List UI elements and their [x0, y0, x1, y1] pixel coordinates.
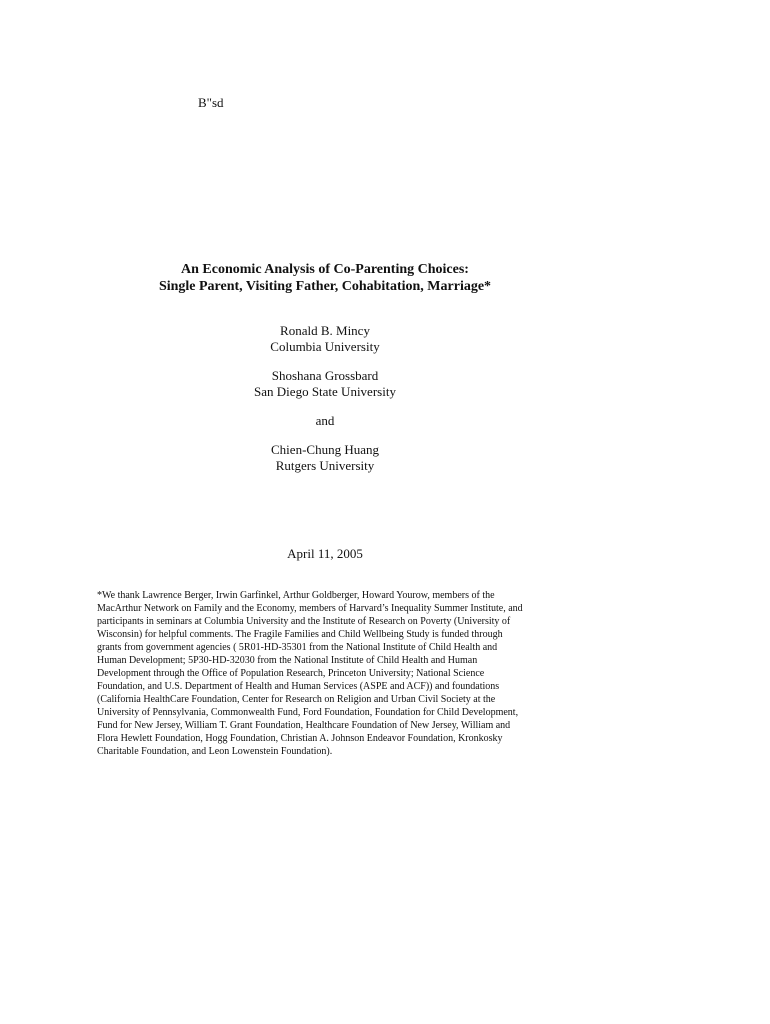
- author-affiliation: San Diego State University: [254, 384, 396, 399]
- footnote-line: (California HealthCare Foundation, Center for Research on Religion and Urban Civil Society at the: [97, 694, 496, 705]
- footnote-line: Fund for New Jersey, William T. Grant Foundation, Healthcare Foundation of New Jersey, William and: [97, 720, 511, 731]
- footnote-line: Human Development; 5P30-HD-32030 from the National Institute of Child Health and Human: [97, 655, 478, 666]
- footnote-line: grants from government agencies ( 5R01-HD-35301 from the National Institute of Child Health and: [97, 642, 498, 653]
- footnote-line: Charitable Foundation, and Leon Lowenstein Foundation).: [97, 746, 333, 757]
- footnote-line: *We thank Lawrence Berger, Irwin Garfinkel, Arthur Goldberger, Howard Yourow, members of the: [97, 590, 495, 601]
- footnote-line: Foundation, and U.S. Department of Health and Human Services (ASPE and ACF)) and foundations: [97, 681, 500, 692]
- author-name: Ronald B. Mincy: [280, 323, 370, 338]
- author-block: [0, 442, 650, 474]
- document-stamp: B"sd: [198, 95, 224, 110]
- acknowledgement-footnote: [97, 589, 557, 758]
- publication-date: April 11, 2005: [287, 546, 363, 561]
- footnote-line: University of Pennsylvania, Commonwealth Fund, Ford Foundation, Foundation for Child Development,: [97, 707, 519, 718]
- footnote-line: MacArthur Network on Family and the Economy, members of Harvard’s Inequality Summer Institute, and: [97, 603, 523, 614]
- author-name: Chien-Chung Huang: [271, 442, 379, 457]
- author-block: [0, 368, 650, 400]
- paper-title: [0, 261, 650, 295]
- author-affiliation: Columbia University: [270, 339, 380, 354]
- author-affiliation: Rutgers University: [275, 458, 375, 473]
- author-block: [0, 323, 650, 355]
- author-list: [0, 323, 650, 487]
- conjunction-text: and: [315, 413, 335, 428]
- footnote-line: Development through the Office of Population Research, Princeton University; National Science: [97, 668, 485, 679]
- author-name: Shoshana Grossbard: [271, 368, 379, 383]
- author-conjunction: [0, 413, 650, 429]
- title-line-1: An Economic Analysis of Co-Parenting Choices:: [181, 262, 469, 277]
- title-line-2: Single Parent, Visiting Father, Cohabitation, Marriage*: [158, 279, 492, 294]
- footnote-line: Wisconsin) for helpful comments. The Fragile Families and Child Wellbeing Study is funded through: [97, 629, 503, 640]
- footnote-line: participants in seminars at Columbia University and the Institute of Research on Poverty (University of: [97, 616, 511, 627]
- footnote-line: Flora Hewlett Foundation, Hogg Foundation, Christian A. Johnson Endeavor Foundation, Kronkosky: [97, 733, 503, 744]
